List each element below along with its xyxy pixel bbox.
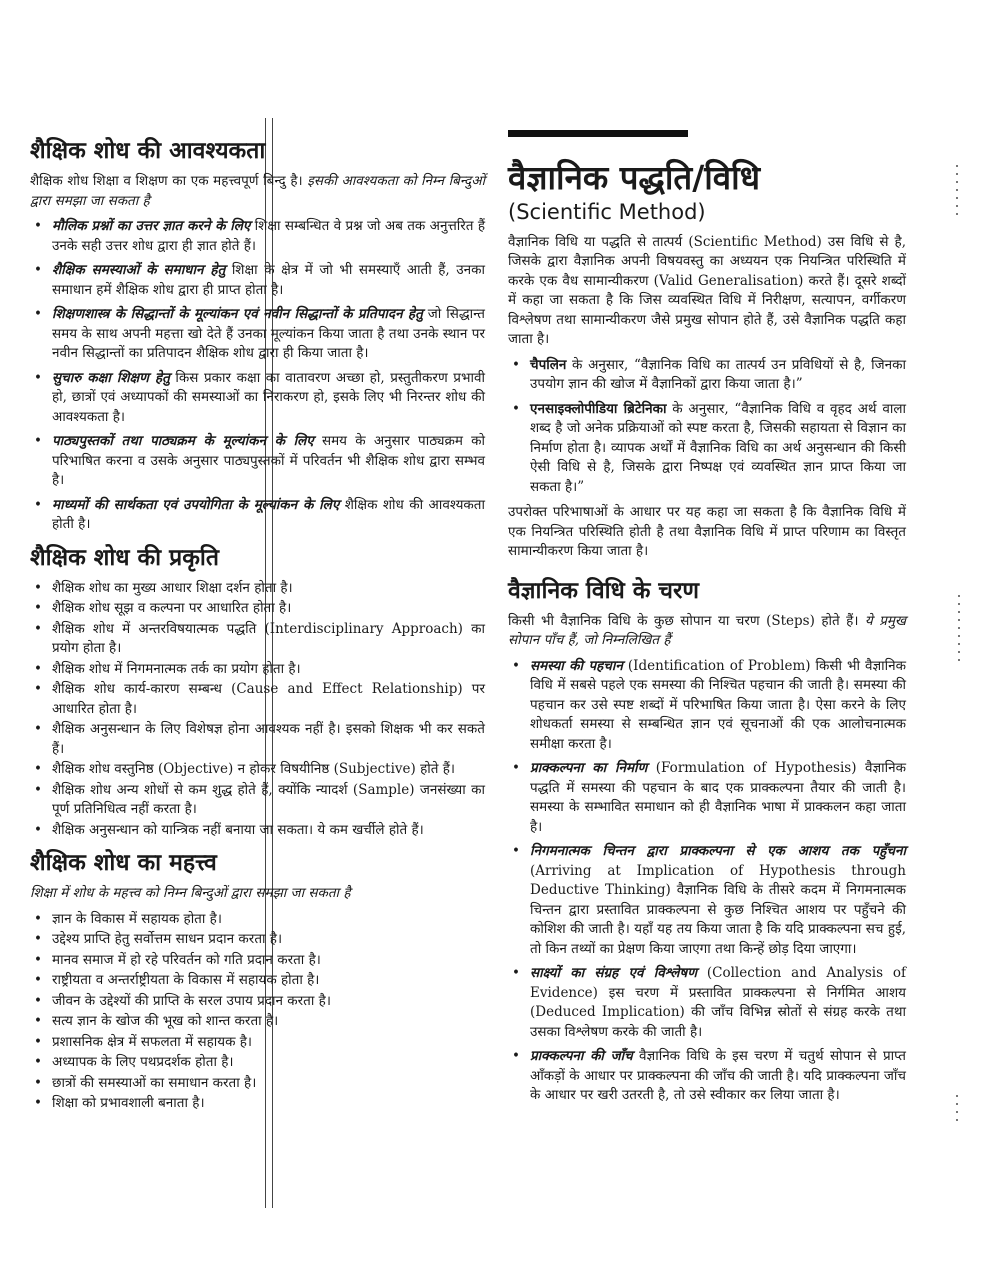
chapter-title: वैज्ञानिक पद्धति/विधि [508, 158, 761, 197]
step-item [530, 1047, 906, 1106]
list-item: • मानव समाज में हो रहे परिवर्तन को गति प्रदान करता है। [52, 951, 485, 971]
scan-margin-dots [956, 165, 958, 215]
item-text: शैक्षिक शोध की आवश्यकता होती है। [52, 496, 485, 532]
intro-italic: ये प्रमुख सोपान पाँच हैं, जो निम्नलिखित हैं [508, 612, 906, 648]
list-item: • उद्देश्य प्राप्ति हेतु सर्वोत्तम साधन प्रदान करता है। [52, 930, 485, 950]
list-item: • शैक्षिक शोध कार्य-कारण सम्बन्ध (Cause and Effect Relationship) पर आधारित होता है। [52, 680, 485, 719]
need-list [30, 217, 485, 535]
item-lead: मौलिक प्रश्नों का उत्तर ज्ञात करने के लिए [52, 218, 251, 234]
intro-text: किसी भी वैज्ञानिक विधि के कुछ सोपान या चरण (Steps) होते हैं। [508, 612, 865, 629]
definition-item [530, 400, 906, 498]
list-item: • शैक्षिक शोध का मुख्य आधार शिक्षा दर्शन होता है। [52, 579, 485, 599]
definitions-list [508, 356, 906, 498]
section-intro [508, 612, 906, 651]
list-item: • शैक्षिक अनुसन्धान के लिए विशेषज्ञ होना आवश्यक नहीं है। इसको शिक्षक भी कर सकते हैं। [52, 720, 485, 759]
list-item: • शैक्षिक शोध वस्तुनिष्ठ (Objective) न होकर विषयीनिष्ठ (Subjective) होते हैं। [52, 760, 485, 780]
item-lead: प्राक्कल्पना का निर्माण [530, 760, 648, 776]
list-item: • छात्रों की समस्याओं का समाधान करता है। [52, 1074, 485, 1094]
item-lead: प्राक्कल्पना की जाँच [530, 1048, 633, 1064]
section-intro: शिक्षा में शोध के महत्त्व को निम्न बिन्दुओं द्वारा समझा जा सकता है [30, 885, 351, 901]
list-item: • शैक्षिक अनुसन्धान को यान्त्रिक नहीं बनाया जा सकता। ये कम खर्चीले होते हैं। [52, 821, 485, 841]
chapter-bar [508, 130, 688, 137]
item-text: (Identification of Problem) किसी भी वैज्ञानिक विधि में सबसे पहले एक समस्या की निश्चित पहचान की जाती है। समस्या की पहचान कर उसे स्पष्ट शब्दों में परिभाषित किया जाता है। ऐसा करने के लिए शोधकर्ता समस्या से सम्बन्धित ज्ञान एवं सूचनाओं की एक आलोचनात्मक समीक्षा करता है। [530, 657, 906, 752]
conclusion-paragraph: उपरोक्त परिभाषाओं के आधार पर यह कहा जा सकता है कि वैज्ञानिक विधि में एक नियन्त्रित परिस्थिति होती है तथा वैज्ञानिक विधि में प्राप्त परिणाम का विस्तृत सामान्यीकरण किया जाता है। [508, 504, 906, 559]
item-text: जो सिद्धान्त समय के साथ अपनी महत्ता खो देते हैं उनका मूल्यांकन किया जाता है तथा उनके स्थान पर नवीन सिद्धान्तों का प्रतिपादन शैक्षिक शोध द्वारा ही किया जाता है। [52, 306, 485, 361]
nature-list [30, 579, 485, 841]
list-item: • शैक्षिक शोध सूझ व कल्पना पर आधारित होता है। [52, 599, 485, 619]
list-item: • शैक्षिक शोध अन्य शोधों से कम शुद्ध होते हैं, क्योंकि न्यादर्श (Sample) जनसंख्या का पूर्ण प्रतिनिधित्व नहीं करता है। [52, 781, 485, 820]
list-item: • शिक्षा को प्रभावशाली बनाता है। [52, 1094, 485, 1114]
intro-italic: इसकी आवश्यकता को निम्न बिन्दुओं द्वारा समझा जा सकता है [30, 173, 485, 209]
item-lead: समस्या की पहचान [530, 657, 623, 674]
item-lead: पाठ्यपुस्तकों तथा पाठ्यक्रम के मूल्यांकन के लिए [52, 433, 314, 449]
item-text: शिक्षा सम्बन्धित वे प्रश्न जो अब तक अनुत्तरित हैं उनके सही उत्तर शोध द्वारा ही ज्ञात होते हैं। [52, 218, 485, 254]
definition-item [530, 356, 906, 395]
list-item: • ज्ञान के विकास में सहायक होता है। [52, 910, 485, 930]
item-text: (Formulation of Hypothesis) वैज्ञानिक पद्धति में समस्या की पहचान के बाद एक प्राक्कल्पना तैयार की जाती है। समस्या के सम्भावित समाधान को ही वैज्ञानिक भाषा में प्राक्कलन कहा जाता है। [530, 760, 906, 835]
item-lead: शैक्षिक समस्याओं के समाधान हेतु [52, 262, 226, 278]
intro-paragraph: वैज्ञानिक विधि या पद्धति से तात्पर्य (Scientific Method) उस विधि से है, जिसके द्वारा वैज्ञानिक अपनी विषयवस्तु का अध्ययन एक नियन्त्रित परिस्थिति में करके एक वैध सामान्यीकरण (Valid Generalisation) करते हैं। दूसरे शब्दों में कहा जा सकता है कि जिस व्यवस्थित विधि में निरीक्षण, सत्यापन, वर्गीकरण विश्लेषण तथा सामान्यीकरण जैसे प्रमुख सोपान होते हैं, उसे वैज्ञानिक पद्धति कहा जाता है। [508, 233, 906, 347]
list-item: • शैक्षिक शोध में अन्तरविषयात्मक पद्धति (Interdisciplinary Approach) का प्रयोग होता है। [52, 620, 485, 659]
item-lead: एनसाइक्लोपीडिया ब्रिटेनिका [530, 400, 667, 417]
item-text: समय के अनुसार पाठ्यक्रम को परिभाषित करना व उसके अनुसार पाठ्यपुस्तकों में परिवर्तन भी शैक्षिक शोध द्वारा सम्भव है। [52, 433, 486, 488]
scan-margin-dots [956, 1095, 958, 1125]
item-text: (Collection and Analysis of Evidence) इस चरण में प्रस्तावित प्राक्कल्पना से निर्गमित आशय (Deduced Implication) की जाँच विभिन्न स्रोतों से संग्रह करके तथा उसका विश्लेषण करके की जाती है। [530, 965, 906, 1040]
item-text: के अनुसार, “वैज्ञानिक विधि का तात्पर्य उन प्रविधियों से है, जिनका उपयोग ज्ञान की खोज में वैज्ञानिकों द्वारा किया जाता है।” [530, 356, 906, 392]
item-lead: साक्ष्यों का संग्रह एवं विश्लेषण [530, 965, 698, 981]
item-text: (Arriving at Implication of Hypothesis through Deductive Thinking) वैज्ञानिक विधि के तीसरे कदम में निगमनात्मक चिन्तन द्वारा प्रस्तावित प्राक्कल्पना से कुछ निश्चित आशय पर पहुँचने की कोशिश की जाती है। यहाँ यह तय किया जाता है कि यदि प्राक्कल्पना सच हुई, तो किन तथ्यों का प्रेक्षण किया जाएगा तथा किन्हें छोड़ दिया जाएगा। [530, 862, 906, 957]
step-item [530, 657, 906, 755]
right-column [508, 128, 906, 1112]
importance-list [30, 910, 485, 1114]
steps-list [508, 657, 906, 1106]
list-item: • प्रशासनिक क्षेत्र में सफलता में सहायक है। [52, 1033, 485, 1053]
list-item: • सत्य ज्ञान के खोज की भूख को शान्त करता है। [52, 1012, 485, 1032]
item-text: के अनुसार, “वैज्ञानिक विधि व वृहद अर्थ वाला शब्द है जो अनेक प्रक्रियाओं को स्पष्ट करता है, जिसकी सहायता से विज्ञान का निर्माण होता है। व्यापक अर्थों में वैज्ञानिक विधि का अर्थ अनुसन्धान की किसी ऐसी विधि से है, जिसके द्वारा निष्पक्ष एवं व्यवस्थित ज्ञान प्राप्त किया जा सकता है।” [530, 400, 906, 495]
list-item [52, 305, 485, 364]
step-item [530, 964, 906, 1042]
list-item: • अध्यापक के लिए पथप्रदर्शक होता है। [52, 1053, 485, 1073]
list-item [52, 369, 485, 428]
list-item: • जीवन के उद्देश्यों की प्राप्ति के सरल उपाय प्रदान करता है। [52, 992, 485, 1012]
step-item [530, 842, 906, 959]
item-lead: शिक्षणशास्त्र के सिद्धान्तों के मूल्यांकन एवं नवीन सिद्धान्तों के प्रतिपादन हेतु [52, 306, 423, 322]
list-item [52, 217, 485, 256]
scan-margin-dots [958, 595, 960, 665]
intro-text: शैक्षिक शोध शिक्षा व शिक्षण का एक महत्त्वपूर्ण बिन्दु है। [30, 173, 308, 189]
section-intro [30, 172, 485, 211]
chapter-subtitle: (Scientific Method) [508, 200, 706, 224]
item-lead: निगमनात्मक चिन्तन द्वारा प्राक्कल्पना से एक आशय तक पहुँचना [530, 843, 906, 859]
list-item [52, 261, 485, 300]
item-lead: सुचारु कक्षा शिक्षण हेतु [52, 369, 170, 386]
item-text: किस प्रकार कक्षा का वातावरण अच्छा हो, प्रस्तुतीकरण प्रभावी हो, छात्रों एवं अध्यापकों की समस्याओं का निराकरण हो, इसके लिए भी निरन्तर शोध की आवश्यकता है। [52, 369, 485, 425]
list-item: • शैक्षिक शोध में निगमनात्मक तर्क का प्रयोग होता है। [52, 660, 485, 680]
item-text: वैज्ञानिक विधि के इस चरण में चतुर्थ सोपान से प्राप्त आँकड़ों के आधार पर प्राक्कल्पना की जाँच की जाती है। यदि प्राक्कल्पना जाँच के आधार पर खरी उतरती है, तो उसे स्वीकार कर लिया जाता है। [530, 1048, 906, 1103]
item-lead: चैपलिन [530, 356, 567, 373]
left-column [30, 128, 485, 1120]
section-heading-need: शैक्षिक शोध की आवश्यकता [30, 138, 266, 164]
list-item [52, 432, 485, 491]
step-item [530, 759, 906, 837]
section-heading-steps: वैज्ञानिक विधि के चरण [508, 577, 700, 604]
section-heading-nature: शैक्षिक शोध की प्रकृति [30, 544, 219, 571]
list-item: • राष्ट्रीयता व अन्तर्राष्ट्रीयता के विकास में सहायक होता है। [52, 971, 485, 991]
section-heading-importance: शैक्षिक शोध का महत्त्व [30, 850, 217, 876]
item-lead: माध्यमों की सार्थकता एवं उपयोगिता के मूल्यांकन के लिए [52, 496, 340, 513]
list-item [52, 496, 485, 535]
item-text: शिक्षा के क्षेत्र में जो भी समस्याएँ आती हैं, उनका समाधान हमें शैक्षिक शोध द्वारा ही प्राप्त होता है। [52, 262, 485, 298]
